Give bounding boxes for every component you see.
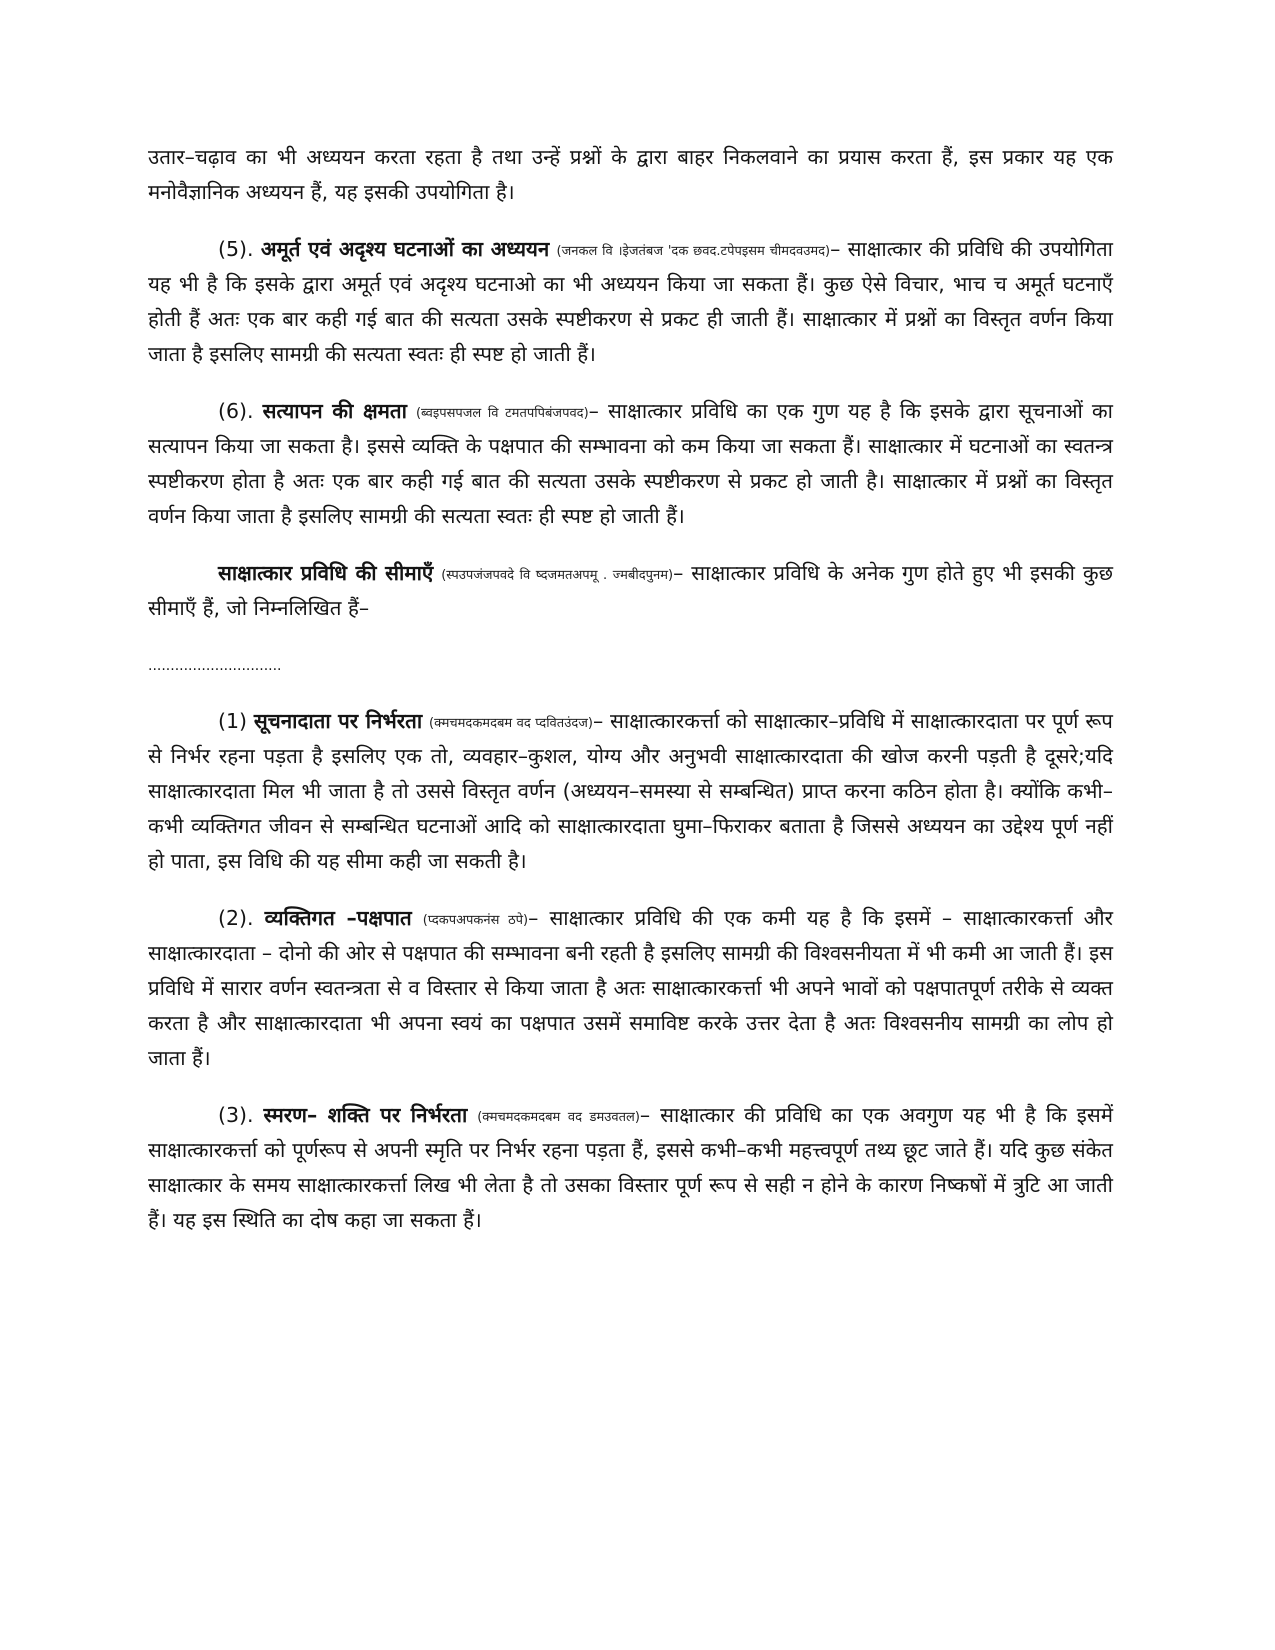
- paragraph-text: – साक्षात्कार की प्रविधि की उपयोगिता यह भी है कि इसके द्वारा अमूर्त एवं अदृश्य घटनाओ का भी अध्ययन किया जा सकता हैं। कुछ ऐसे विचार, भाच च अमूर्त घटनाएँ होती हैं अतः एक बार कही गई बात की सत्यता उसके स्पष्टीकरण से प्रकट ही जाती हैं। साक्षात्कार में प्रश्नों का विस्तृत वर्णन किया जाता है इसलिए सामग्री की सत्यता स्वतः ही स्पष्ट हो जाती हैं।: [148, 237, 1113, 366]
- point-heading: स्मरण– शक्ति पर निर्भरता: [263, 1103, 468, 1127]
- english-term-garbled: (क्मचमदकमदबम वद डमउवतल): [477, 1110, 640, 1125]
- dotted-separator: ..............................: [148, 658, 282, 674]
- english-term-garbled: (स्पउपजंजपवदे वि ष्दजमतअपमू . ज्मबीदपुनम): [441, 568, 674, 583]
- english-term-garbled: (जनकल वि ।इेजतंबज 'दक छवद.टपेपइसम चीमदवउमद): [556, 244, 831, 259]
- english-term-garbled: (ब्वइपसपजल वि टमतपपिबंजपवद): [415, 406, 589, 421]
- section-heading: साक्षात्कार प्रविधि की सीमाएँ: [218, 561, 434, 585]
- english-term-garbled: (क्मचमदकमदबम वद प्दवितउंदज): [429, 716, 593, 731]
- paragraph-text: – साक्षात्कार प्रविधि के अनेक गुण होते हुए भी इसकी कुछ सीमाएँ हैं, जो निम्नलिखित हैं–: [148, 561, 1113, 620]
- paragraph-text: – साक्षात्कार प्रविधि का एक गुण यह है कि इसके द्वारा सूचनाओं का सत्यापन किया जा सकता है। इससे व्यक्ति के पक्षपात की सम्भावना को कम किया जा सकता हैं। साक्षात्कार में घटनाओं का स्वतन्त्र स्पष्टीकरण होता है अतः एक बार कही गई बात की सत्यता उसके स्पष्टीकरण से प्रकट हो जाती है। साक्षात्कार में प्रश्नों का विस्तृत वर्णन किया जाता है इसलिए सामग्री की सत्यता स्वतः ही स्पष्ट हो जाती हैं।: [148, 399, 1113, 528]
- paragraph-verification: [148, 394, 1113, 534]
- point-number: (1): [218, 709, 248, 733]
- paragraph-text: उतार–चढ़ाव का भी अध्ययन करता रहता है तथा उन्हें प्रश्नों के द्वारा बाहर निकलवाने का प्रयास करता हैं, इस प्रकार यह एक मनोवैज्ञानिक अध्ययन हैं, यह इसकी उपयोगिता है।: [148, 145, 1113, 204]
- point-number: (6).: [218, 399, 254, 423]
- point-heading: व्यक्तिगत –पक्षपात: [264, 906, 412, 930]
- paragraph-text: – साक्षात्कार प्रविधि की एक कमी यह है कि इसमें – साक्षात्कारकर्त्ता और साक्षात्कारदाता – दोनो की ओर से पक्षपात की सम्भावना बनी रहती है इसलिए सामग्री की विश्वसनीयता में भी कमी आ जाती हैं। इस प्रविधि में सारार वर्णन स्वतन्त्रता से व विस्तार से किया जाता है अतः साक्षात्कारकर्त्ता भी अपने भावों को पक्षपातपूर्ण तरीके से व्यक्त करता है और साक्षात्कारदाता भी अपना स्वयं का पक्षपात उसमें समाविष्ट करके उत्तर देता है अतः विश्वसनीय सामग्री का लोप हो जाता हैं।: [148, 906, 1113, 1070]
- paragraph-memory-dependence: [148, 1098, 1113, 1238]
- point-number: (3).: [218, 1103, 254, 1127]
- paragraph-informant-dependence: [148, 704, 1113, 879]
- section-limitations: [148, 556, 1113, 626]
- point-heading: अमूर्त एवं अदृश्य घटनाओं का अध्ययन: [260, 237, 550, 261]
- document-page: [148, 140, 1113, 1238]
- english-term-garbled: (प्दकपअपकनंस ठपे): [422, 913, 529, 928]
- point-number: (2).: [218, 906, 254, 930]
- point-heading: सत्यापन की क्षमता: [262, 399, 407, 423]
- paragraph-abstract-events: [148, 232, 1113, 372]
- point-heading: सूचनादाता पर निर्भरता: [253, 709, 423, 733]
- paragraph-continuation: [148, 140, 1113, 210]
- point-number: (5).: [218, 237, 254, 261]
- paragraph-text: – साक्षात्कारकर्त्ता को साक्षात्कार–प्रविधि में साक्षात्कारदाता पर पूर्ण रूप से निर्भर रहना पड़ता है इसलिए एक तो, व्यवहार–कुशल, योग्य और अनुभवी साक्षात्कारदाता की खोज करनी पड़ती है दूसरे;यदि साक्षात्कारदाता मिल भी जाता है तो उससे विस्तृत वर्णन (अध्ययन–समस्या से सम्बन्धित) प्राप्त करना कठिन होता है। क्योंकि कभी–कभी व्यक्तिगत जीवन से सम्बन्धित घटनाओं आदि को साक्षात्कारदाता घुमा–फिराकर बताता है जिससे अध्ययन का उद्देश्य पूर्ण नहीं हो पाता, इस विधि की यह सीमा कही जा सकती है।: [148, 709, 1113, 873]
- paragraph-text: – साक्षात्कार की प्रविधि का एक अवगुण यह भी है कि इसमें साक्षात्कारकर्त्ता को पूर्णरूप से अपनी स्मृति पर निर्भर रहना पड़ता हैं, इससे कभी–कभी महत्त्वपूर्ण तथ्य छूट जाते हैं। यदि कुछ संकेत साक्षात्कार के समय साक्षात्कारकर्त्ता लिख भी लेता है तो उसका विस्तार पूर्ण रूप से सही न होने के कारण निष्कषों में त्रुटि आ जाती हैं। यह इस स्थिति का दोष कहा जा सकता हैं।: [148, 1103, 1113, 1232]
- paragraph-personal-bias: [148, 901, 1113, 1076]
